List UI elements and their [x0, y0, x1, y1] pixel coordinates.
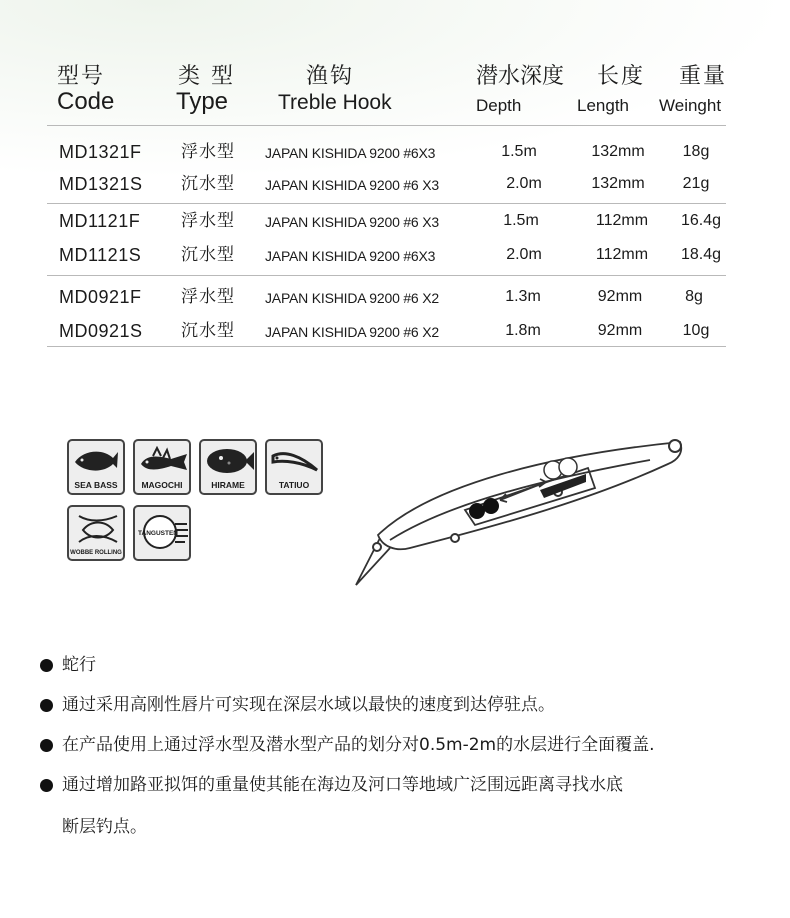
table-rule	[47, 346, 726, 347]
table-rule	[47, 125, 726, 126]
magochi-icon	[139, 446, 189, 476]
tatiuo-badge: TATIUO	[265, 439, 323, 495]
cell-hook: JAPAN KISHIDA 9200 #6 X2	[265, 324, 439, 340]
cell-code: MD1321F	[59, 142, 142, 162]
cell-type: 浮水型	[181, 142, 235, 162]
cell-code: MD0921F	[59, 287, 142, 307]
cell-code: MD1121S	[59, 245, 142, 265]
cell-length: 92mm	[597, 322, 643, 339]
hirame-icon	[205, 446, 255, 476]
cell-depth: 2.0m	[506, 246, 542, 263]
cell-length: 112mm	[595, 246, 649, 263]
magochi-badge: MAGOCHI	[133, 439, 191, 495]
bullet-icon	[40, 779, 53, 792]
cell-code: MD1121F	[59, 211, 141, 231]
cell-depth: 2.0m	[506, 175, 542, 192]
header-weight: 重量 Weinght	[659, 64, 728, 115]
cell-type: 沉水型	[181, 174, 235, 194]
cell-hook: JAPAN KISHIDA 9200 #6 X3	[265, 214, 439, 230]
cell-weight: 18g	[682, 143, 710, 160]
wobble-rolling-icon	[73, 512, 123, 550]
tungsten-badge: TANGUSTEN	[133, 505, 191, 561]
lure-diagram	[350, 430, 695, 590]
cell-type: 沉水型	[181, 321, 235, 341]
cell-length: 132mm	[591, 175, 645, 192]
cell-hook: JAPAN KISHIDA 9200 #6X3	[265, 145, 436, 161]
header-length: 长度 Length	[577, 64, 646, 115]
cell-weight: 10g	[682, 322, 710, 339]
tatiuo-icon	[271, 446, 321, 476]
cell-length: 132mm	[591, 143, 645, 160]
cell-depth: 1.3m	[505, 288, 541, 305]
cell-depth: 1.5m	[501, 143, 537, 160]
cell-weight: 16.4g	[680, 212, 722, 229]
table-rule	[47, 203, 726, 204]
cell-weight: 21g	[682, 175, 710, 192]
cell-weight: 8g	[685, 288, 703, 305]
cell-type: 浮水型	[181, 211, 235, 231]
cell-weight: 18.4g	[680, 246, 722, 263]
bullet-icon	[40, 739, 53, 752]
bullet-icon	[40, 659, 53, 672]
bullet-icon	[40, 699, 53, 712]
cell-depth: 1.5m	[503, 212, 539, 229]
cell-length: 92mm	[597, 288, 643, 305]
cell-code: MD1321S	[59, 174, 143, 194]
table-rule	[47, 275, 726, 276]
cell-type: 沉水型	[181, 245, 235, 265]
header-type: 类 型 Type	[176, 64, 235, 115]
cell-hook: JAPAN KISHIDA 9200 #6X3	[265, 248, 436, 264]
wobble-rolling-badge: WOBBE ROLLING	[67, 505, 125, 561]
cell-code: MD0921S	[59, 321, 143, 341]
cell-depth: 1.8m	[505, 322, 541, 339]
cell-hook: JAPAN KISHIDA 9200 #6 X3	[265, 177, 439, 193]
header-code: 型号 Code	[57, 64, 115, 115]
cell-length: 112mm	[595, 212, 649, 229]
cell-hook: JAPAN KISHIDA 9200 #6 X2	[265, 290, 439, 306]
header-hook: 渔钩 Treble Hook	[278, 64, 392, 114]
cell-type: 浮水型	[181, 287, 235, 307]
sea-bass-badge: SEA BASS	[67, 439, 125, 495]
sea-bass-icon	[73, 446, 119, 476]
hirame-badge: HIRAME	[199, 439, 257, 495]
header-depth: 潜水深度 Depth	[476, 64, 565, 115]
